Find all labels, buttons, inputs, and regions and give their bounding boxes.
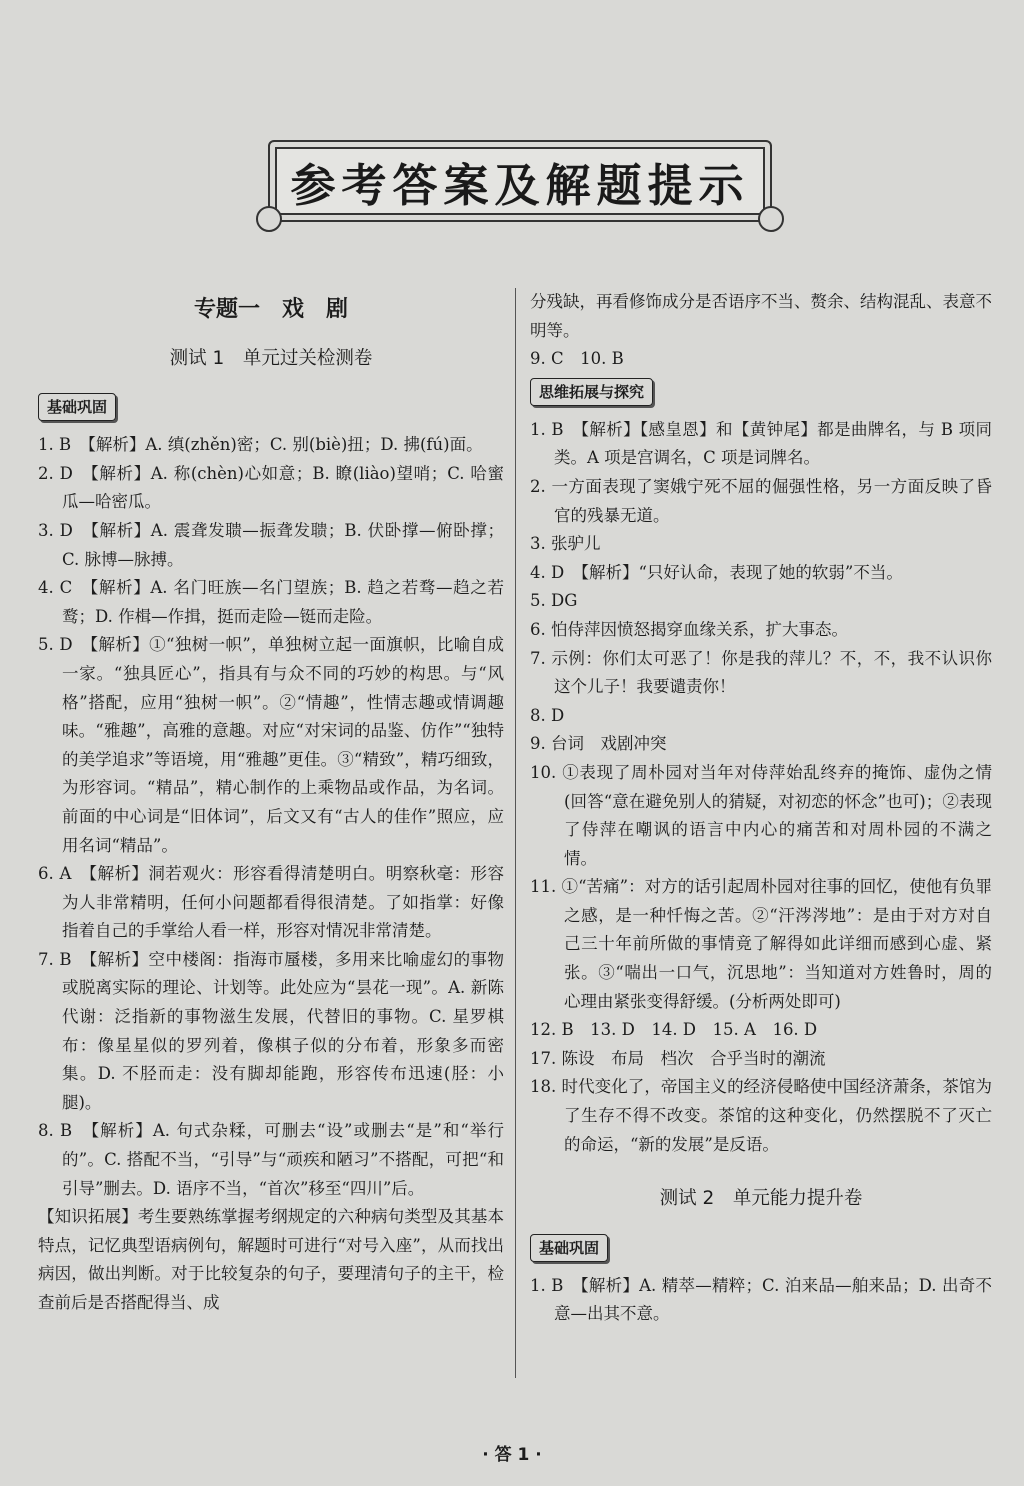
test-title: 测试 1 单元过关检测卷 xyxy=(169,347,373,369)
answer-item: 8. B 【解析】A. 句式杂糅，可删去“设”或删去“是”和“举行的”。C. 搭配不当，“引导”与“顽疾和陋习”不搭配，可把“和引导”删去。D. 语序不当，“首次”移至“四川”后。 xyxy=(38,1121,504,1198)
continued-text: 分残缺，再看修饰成分是否语序不当、赘余、结构混乱、表意不明等。 xyxy=(530,292,992,340)
answer-item: 3. D 【解析】A. 震聋发聩—振聋发聩；B. 伏卧撑—俯卧撑；C. 脉博—脉搏。 xyxy=(38,520,504,569)
answer-item: 2. 一方面表现了窦娥宁死不屈的倔强性格，另一方面反映了昏官的残暴无道。 xyxy=(530,476,992,525)
left-column xyxy=(38,296,504,1318)
answer-item: 4. D 【解析】“只好认命，表现了她的软弱”不当。 xyxy=(530,562,903,582)
answer-item: 1. B 【解析】【感皇恩】和【黄钟尾】都是曲牌名，与 B 项同类。A 项是宫调名，C 项是词牌名。 xyxy=(530,419,992,468)
page-title: 参考答案及解题提示 xyxy=(290,158,750,212)
answer-item: 7. B 【解析】空中楼阁：指海市蜃楼，多用来比喻虚幻的事物或脱离实际的理论、计划等。此处应为“昙花一现”。A. 新陈代谢：泛指新的事物滋生发展，代替旧的事物。C. 星罗棋布：像星星似的罗列着，像棋子似的分布着，形象多而密集。D. 不胫而走：没有脚却能跑，形容传布迅速(胫：小腿)。 xyxy=(38,949,504,1112)
answer-item: 2. D 【解析】A. 称(chèn)心如意；B. 瞭(liào)望哨；C. 哈蜜瓜—哈密瓜。 xyxy=(38,463,504,512)
answer-item: 5. D 【解析】①“独树一帜”，单独树立起一面旗帜，比喻自成一家。“独具匠心”，指具有与众不同的巧妙的构思。与“风格”搭配，应用“独树一帜”。②“情趣”，性情志趣或情调趣味。“雅趣”，高雅的意趣。对应“对宋词的品鉴、仿作”“独特的美学追求”等语境，用“雅趣”更佳。③“精致”，精巧细致，为形容词。“精品”，精心制作的上乘物品或作品，为名词。前面的中心词是“旧体词”，后文又有“古人的佳作”照应，应用名词“精品”。 xyxy=(38,635,504,855)
answer-item: 8. D xyxy=(530,705,565,725)
answer-item: 1. B 【解析】A. 缜(zhěn)密；C. 别(biè)扭；D. 拂(fú)面。 xyxy=(38,435,483,455)
section-tag: 基础巩固 xyxy=(530,1234,608,1262)
answer-item: 12. B 13. D 14. D 15. A 16. D xyxy=(530,1020,818,1040)
section-tag: 思维拓展与探究 xyxy=(530,378,653,406)
section-title: 专题一 戏 剧 xyxy=(193,297,348,322)
section-tag: 基础巩固 xyxy=(38,393,116,421)
answer-item: 17. 陈设 布局 档次 合乎当时的潮流 xyxy=(530,1048,826,1068)
answer-item: 6. A 【解析】洞若观火：形容看得清楚明白。明察秋毫：形容为人非常精明，任何小问题都看得很清楚。了如指掌：好像指着自己的手掌给人看一样，形容对情况非常清楚。 xyxy=(38,864,504,941)
answer-item: 9. 台词 戏剧冲突 xyxy=(530,734,667,754)
answer-item: 10. ①表现了周朴园对当年对侍萍始乱终弃的掩饰、虚伪之情(回答“意在避免别人的猜疑，对初恋的怀念”也可)；②表现了侍萍在嘲讽的语言中内心的痛苦和对周朴园的不满之情。 xyxy=(530,762,992,868)
knowledge-extension: 【知识拓展】考生要熟练掌握考纲规定的六种病句类型及其基本特点，记忆典型语病例句，解题时可进行“对号入座”，从而找出病因，做出判断。对于比较复杂的句子，要理清句子的主干，检查前后是否搭配得当、成 xyxy=(38,1207,504,1312)
title-banner xyxy=(268,140,772,222)
answer-item: 4. C 【解析】A. 名门旺族—名门望族；B. 趋之若骛—趋之若鹜；D. 作楫—作揖，挺而走险—铤而走险。 xyxy=(38,578,504,626)
banner-scroll-right-ornament xyxy=(758,206,784,232)
answer-item: 6. 怕侍萍因愤怒揭穿血缘关系，扩大事态。 xyxy=(530,619,848,639)
answer-item: 11. ①“苦痛”：对方的话引起周朴园对往事的回忆，使他有负罪之感，是一种忏悔之苦。②“汗涔涔地”：是由于对方对自己三十年前所做的事情竟了解得如此详细而感到心虚、紧张。③“喘出一口气，沉思地”：当知道对方姓鲁时，周的心理由紧张变得舒缓。(分析两处即可) xyxy=(530,877,992,1011)
answer-item: 3. 张驴儿 xyxy=(530,534,601,554)
test-title: 测试 2 单元能力提升卷 xyxy=(659,1188,863,1210)
answer-item: 18. 时代变化了，帝国主义的经济侵略使中国经济萧条，茶馆为了生存不得不改变。茶馆的这种变化，仍然摆脱不了灭亡的命运，“新的发展”是反语。 xyxy=(530,1077,992,1154)
right-column xyxy=(530,288,992,1329)
answer-item: 5. DG xyxy=(530,591,578,611)
page-number: · 答 1 · xyxy=(482,1445,542,1465)
answer-item: 9. C 10. B xyxy=(530,349,624,369)
answer-item: 1. B 【解析】A. 精萃—精粹；C. 泊来品—舶来品；D. 出奇不意—出其不意。 xyxy=(530,1275,992,1324)
column-divider xyxy=(515,288,516,1378)
answer-item: 7. 示例：你们太可恶了！你是我的萍儿？不，不，我不认识你这个儿子！我要谴责你！ xyxy=(530,648,992,697)
banner-scroll-left-ornament xyxy=(256,206,282,232)
